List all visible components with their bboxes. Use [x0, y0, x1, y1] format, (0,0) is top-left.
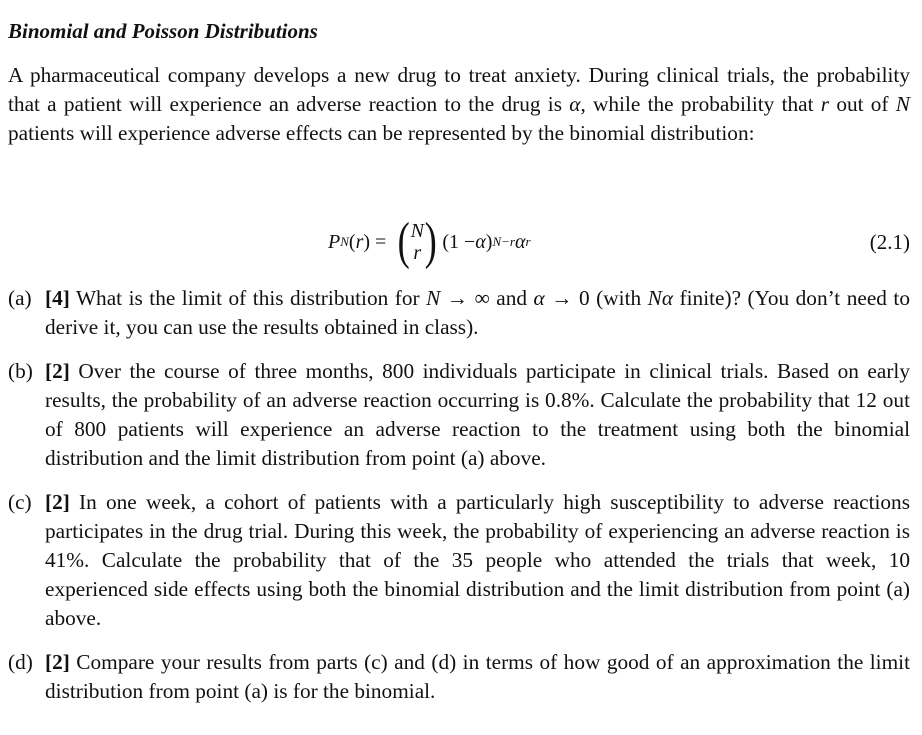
section-title: Binomial and Poisson Distributions: [8, 19, 318, 43]
binom-top-n: N: [410, 220, 424, 242]
eq-close-paren: ): [363, 230, 371, 253]
eq-exponent-r: r: [525, 234, 531, 249]
intro-text-3: out of: [829, 92, 896, 116]
eq-factor-alpha: α: [475, 230, 486, 253]
question-part-a: [8, 284, 910, 342]
binomial-equation: [0, 212, 922, 272]
part-text: Over the course of three months, 800 individuals participate in clinical trials. Based on early results, the probability of an adverse reaction occurring is 0.8%. Calculate the probability that 12 out of 800 patients will experience an adverse reaction to the treatment using both the binomial distribution and the limit distribution from point (a) above.: [45, 359, 910, 470]
part-letter: (c): [8, 490, 32, 514]
intro-n-symbol: N: [895, 92, 910, 116]
part-letter: (d): [8, 650, 33, 674]
eq-open-paren: (: [348, 230, 356, 253]
eq-exponent-n-minus-r: N−r: [492, 234, 515, 249]
intro-text-4: patients will experience adverse effects can be represented by the binomial distribution:: [8, 121, 755, 145]
points-badge: [4]: [45, 286, 70, 310]
eq-p-symbol: P: [328, 230, 341, 253]
intro-paragraph: [8, 61, 910, 148]
part-text: Compare your results from parts (c) and (d) in terms of how good of an approximation the limit distribution from point (a) is for the binomial.: [45, 650, 910, 703]
question-part-d: [8, 648, 910, 706]
eq-argument-r: r: [355, 230, 364, 253]
part-letter: (b): [8, 359, 33, 383]
equation-body: [328, 212, 531, 272]
binomial-coefficient: ( N r ): [397, 213, 437, 270]
intro-r-symbol: r: [820, 92, 830, 116]
part-text: finite)? (You don’t need to derive it, you can use the results obtained in class).: [45, 286, 910, 339]
eq-factor-close: ): [485, 230, 493, 253]
part-n-symbol: N: [426, 286, 441, 310]
part-letter: (a): [8, 286, 32, 310]
points-badge: [2]: [45, 490, 70, 514]
points-badge: [2]: [45, 650, 70, 674]
points-badge: [2]: [45, 359, 70, 383]
part-text: In one week, a cohort of patients with a particularly high susceptibility to adverse reactions participates in the drug trial. During this week, the probability of experiencing an adverse reaction is 41%. Calculate the probability that of the 35 people who attended the trials that week, 10 experienced side effects using both the binomial distribution and the limit distribution from point (a) above.: [45, 490, 910, 630]
part-n-alpha-symbol: Nα: [647, 286, 674, 310]
question-part-c: [8, 488, 910, 633]
intro-text-2: , while the probability that: [580, 92, 821, 116]
eq-equals-sign: =: [375, 230, 387, 253]
part-text: → 0 (with: [544, 286, 648, 310]
eq-subscript-n: N: [340, 234, 349, 249]
question-part-b: [8, 357, 910, 473]
eq-alpha-symbol: α: [514, 230, 526, 253]
part-text: What is the limit of this distribution for: [69, 286, 427, 310]
question-parts-list: [8, 284, 910, 706]
binom-bottom-r: r: [413, 242, 422, 264]
intro-alpha-symbol: α: [569, 92, 581, 116]
part-text: → ∞ and: [440, 286, 534, 310]
equation-number: (2.1): [869, 229, 910, 254]
intro-text-1: A pharmaceutical company develops a new drug to treat anxiety. During clinical trials, the probability that a patient will experience an adverse reaction to the drug is: [8, 63, 910, 116]
eq-factor-open: (1 −: [442, 230, 476, 253]
part-alpha-symbol: α: [533, 286, 545, 310]
